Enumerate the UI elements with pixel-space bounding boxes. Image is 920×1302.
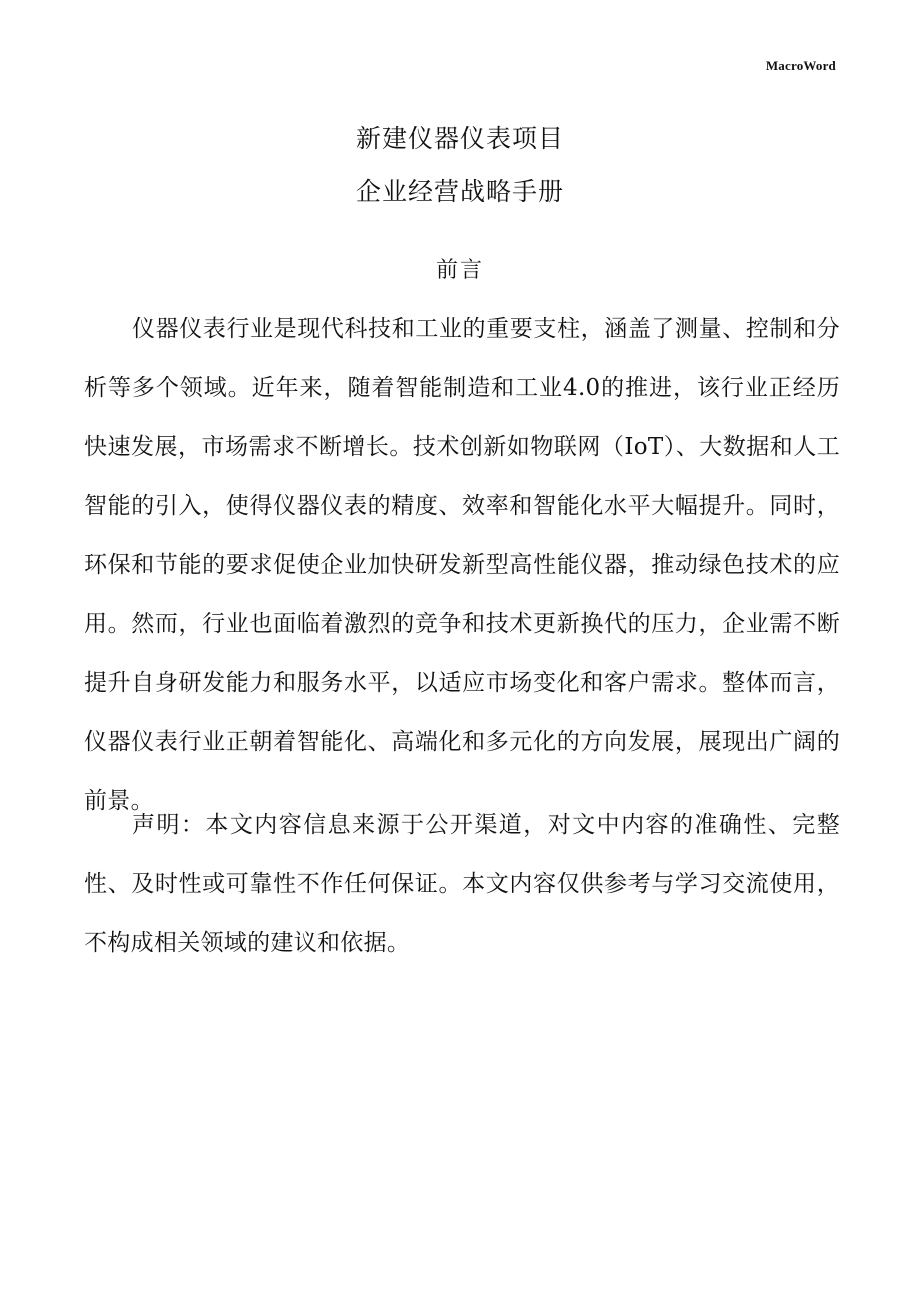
document-title-line-1: 新建仪器仪表项目 (355, 124, 564, 153)
header-brand: MacroWord (765, 58, 836, 73)
document-title-line-2: 企业经营战略手册 (355, 177, 564, 206)
disclaimer-paragraph: 声明：本文内容信息来源于公开渠道，对文中内容的准确性、完整性、及时性或可靠性不作任何保证。本文内容仅供参考与学习交流使用，不构成相关领域的建议和依据。 (84, 812, 840, 956)
preface-paragraph: 仪器仪表行业是现代科技和工业的重要支柱，涵盖了测量、控制和分析等多个领域。近年来，随着智能制造和工业4.0的推进，该行业正经历快速发展，市场需求不断增长。技术创新如物联网（IoT）、大数据和人工智能的引入，使得仪器仪表的精度、效率和智能化水平大幅提升。同时，环保和节能的要求促使企业加快研发新型高性能仪器，推动绿色技术的应用。然而，行业也面临着激烈的竞争和技术更新换代的压力，企业需不断提升自身研发能力和服务水平，以适应市场变化和客户需求。整体而言，仪器仪表行业正朝着智能化、高端化和多元化的方向发展，展现出广阔的前景。 (84, 316, 840, 814)
section-heading: 前言 (435, 258, 484, 283)
